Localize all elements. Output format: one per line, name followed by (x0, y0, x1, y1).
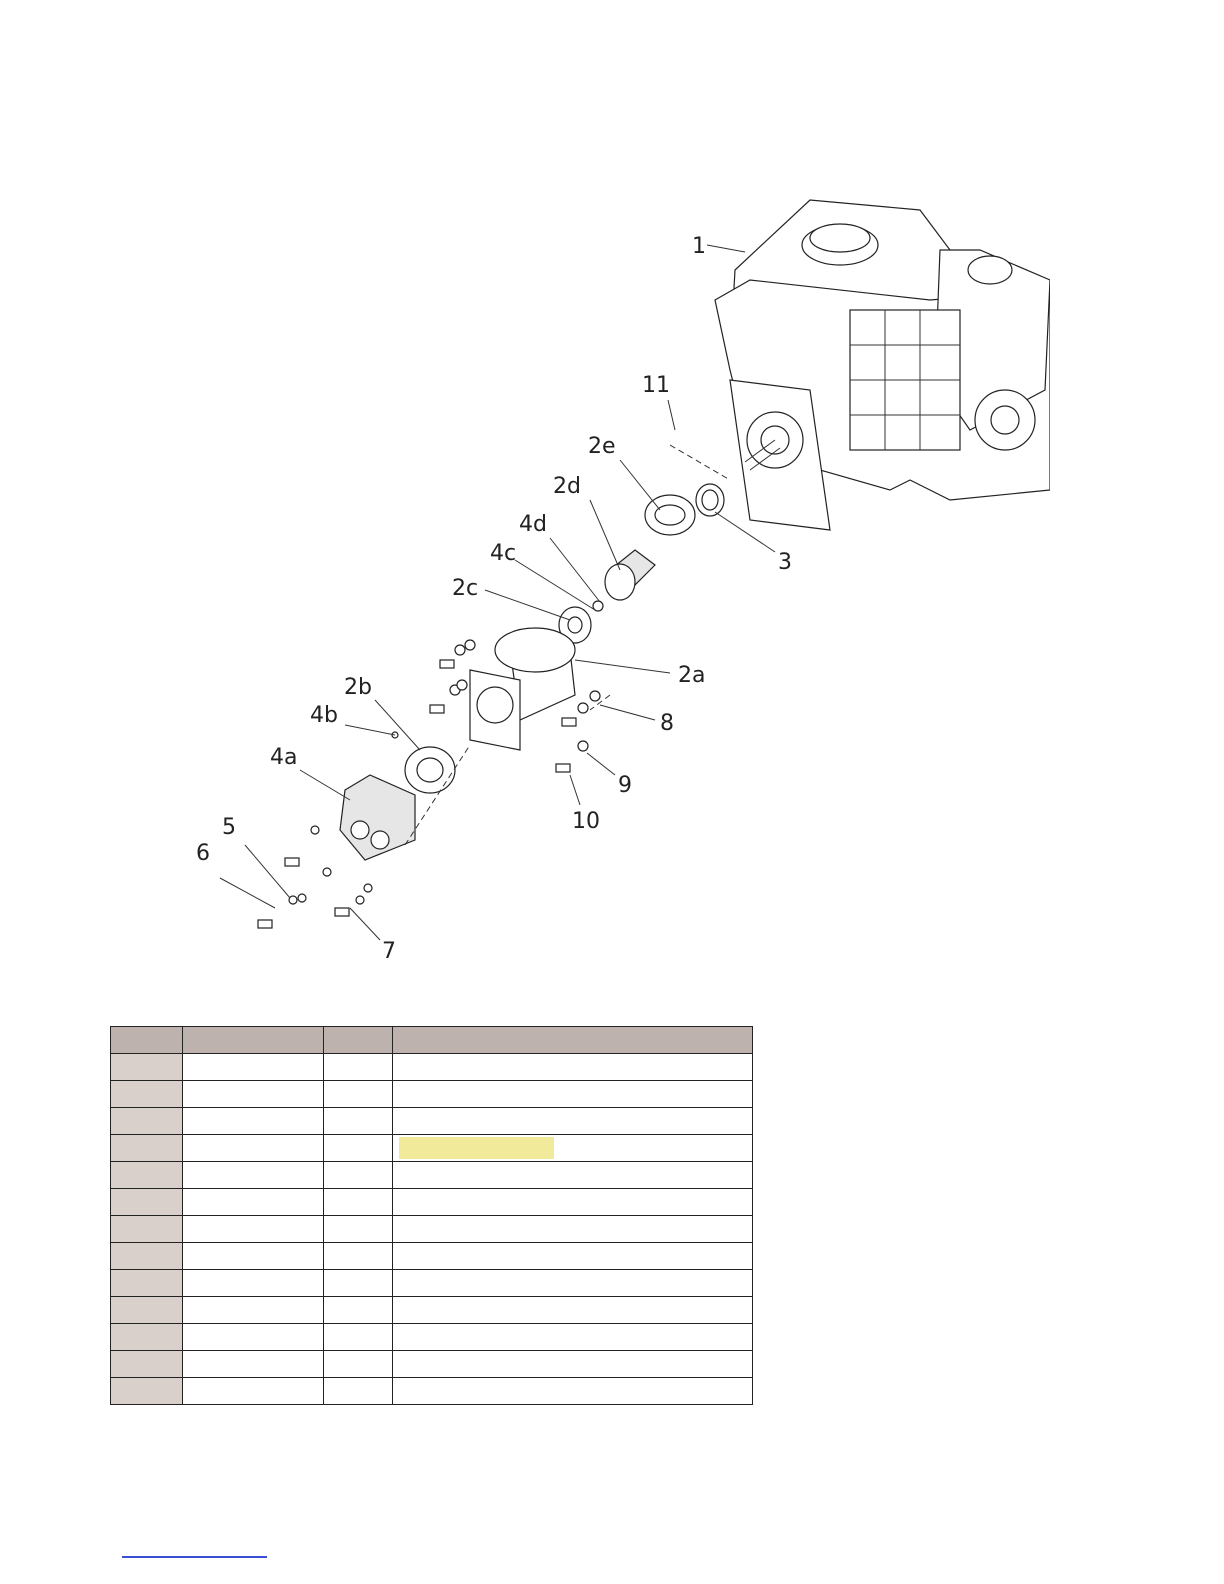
table-cell-description (393, 1135, 753, 1162)
table-cell-qty (324, 1243, 393, 1270)
table-header-row (111, 1027, 753, 1054)
table-cell-description (393, 1162, 753, 1189)
callout-9: 9 (618, 773, 632, 798)
table-cell-item (111, 1270, 183, 1297)
table-cell-item (111, 1378, 183, 1405)
table-cell-description (393, 1108, 753, 1135)
engine-drawing (715, 200, 1050, 530)
callout-4a: 4a (270, 745, 298, 770)
footer-link-underline[interactable] (122, 1556, 267, 1558)
table-cell-description (393, 1378, 753, 1405)
table-cell-item (111, 1216, 183, 1243)
table-cell-qty (324, 1351, 393, 1378)
table-cell-part-number (183, 1081, 324, 1108)
table-cell-item (111, 1243, 183, 1270)
table-cell-part-number (183, 1243, 324, 1270)
table-cell-item (111, 1108, 183, 1135)
header-item (111, 1027, 183, 1054)
table-cell-part-number (183, 1135, 324, 1162)
table-row (111, 1243, 753, 1270)
callout-1: 1 (692, 234, 706, 259)
callout-6: 6 (196, 841, 210, 866)
table-cell-item (111, 1135, 183, 1162)
table-row (111, 1378, 753, 1405)
table-cell-item (111, 1081, 183, 1108)
table-cell-qty (324, 1108, 393, 1135)
table-row (111, 1054, 753, 1081)
table-cell-part-number (183, 1270, 324, 1297)
table-cell-qty (324, 1324, 393, 1351)
table-cell-qty (324, 1378, 393, 1405)
exploded-assembly-diagram (190, 190, 1050, 970)
table-cell-part-number (183, 1324, 324, 1351)
table-cell-part-number (183, 1351, 324, 1378)
callout-11: 11 (642, 373, 670, 398)
table-cell-description (393, 1297, 753, 1324)
table-cell-part-number (183, 1378, 324, 1405)
table-cell-item (111, 1351, 183, 1378)
table-cell-qty (324, 1135, 393, 1162)
callout-leaders (220, 245, 775, 940)
table-cell-qty (324, 1054, 393, 1081)
callout-2d: 2d (553, 474, 581, 499)
table-cell-description (393, 1270, 753, 1297)
callout-10: 10 (572, 809, 600, 834)
table-row (111, 1351, 753, 1378)
table-cell-part-number (183, 1297, 324, 1324)
highlighted-text (399, 1137, 554, 1159)
table-cell-item (111, 1162, 183, 1189)
table-cell-description (393, 1324, 753, 1351)
table-cell-part-number (183, 1216, 324, 1243)
callout-7: 7 (382, 939, 396, 964)
table-row (111, 1081, 753, 1108)
table-cell-qty (324, 1162, 393, 1189)
table-cell-part-number (183, 1162, 324, 1189)
table-cell-part-number (183, 1054, 324, 1081)
callout-4b: 4b (310, 703, 338, 728)
table-cell-qty (324, 1081, 393, 1108)
table-cell-qty (324, 1189, 393, 1216)
callout-4c: 4c (490, 541, 517, 566)
table-row (111, 1324, 753, 1351)
table-row (111, 1189, 753, 1216)
callout-2e: 2e (588, 434, 616, 459)
table-cell-part-number (183, 1108, 324, 1135)
table-cell-item (111, 1054, 183, 1081)
table-cell-description (393, 1054, 753, 1081)
header-part-number (183, 1027, 324, 1054)
table-cell-description (393, 1243, 753, 1270)
table-cell-description (393, 1216, 753, 1243)
header-qty (324, 1027, 393, 1054)
callout-labels (196, 234, 792, 964)
table-cell-item (111, 1297, 183, 1324)
table-cell-item (111, 1189, 183, 1216)
table-row (111, 1108, 753, 1135)
callout-4d: 4d (519, 512, 547, 537)
table-row (111, 1162, 753, 1189)
callout-3: 3 (778, 550, 792, 575)
table-cell-qty (324, 1270, 393, 1297)
table-row (111, 1270, 753, 1297)
table-cell-description (393, 1351, 753, 1378)
callout-2a: 2a (678, 663, 706, 688)
table-row (111, 1297, 753, 1324)
table-cell-description (393, 1081, 753, 1108)
table-cell-qty (324, 1216, 393, 1243)
callout-8: 8 (660, 711, 674, 736)
coupling-and-adapter-parts (340, 484, 724, 860)
callout-2b: 2b (344, 675, 372, 700)
table-cell-qty (324, 1297, 393, 1324)
table-cell-item (111, 1324, 183, 1351)
callout-5: 5 (222, 815, 236, 840)
table-row (111, 1216, 753, 1243)
table-cell-part-number (183, 1189, 324, 1216)
header-description (393, 1027, 753, 1054)
parts-list-table (110, 1026, 753, 1405)
table-row (111, 1135, 753, 1162)
callout-2c: 2c (452, 576, 479, 601)
table-cell-description (393, 1189, 753, 1216)
